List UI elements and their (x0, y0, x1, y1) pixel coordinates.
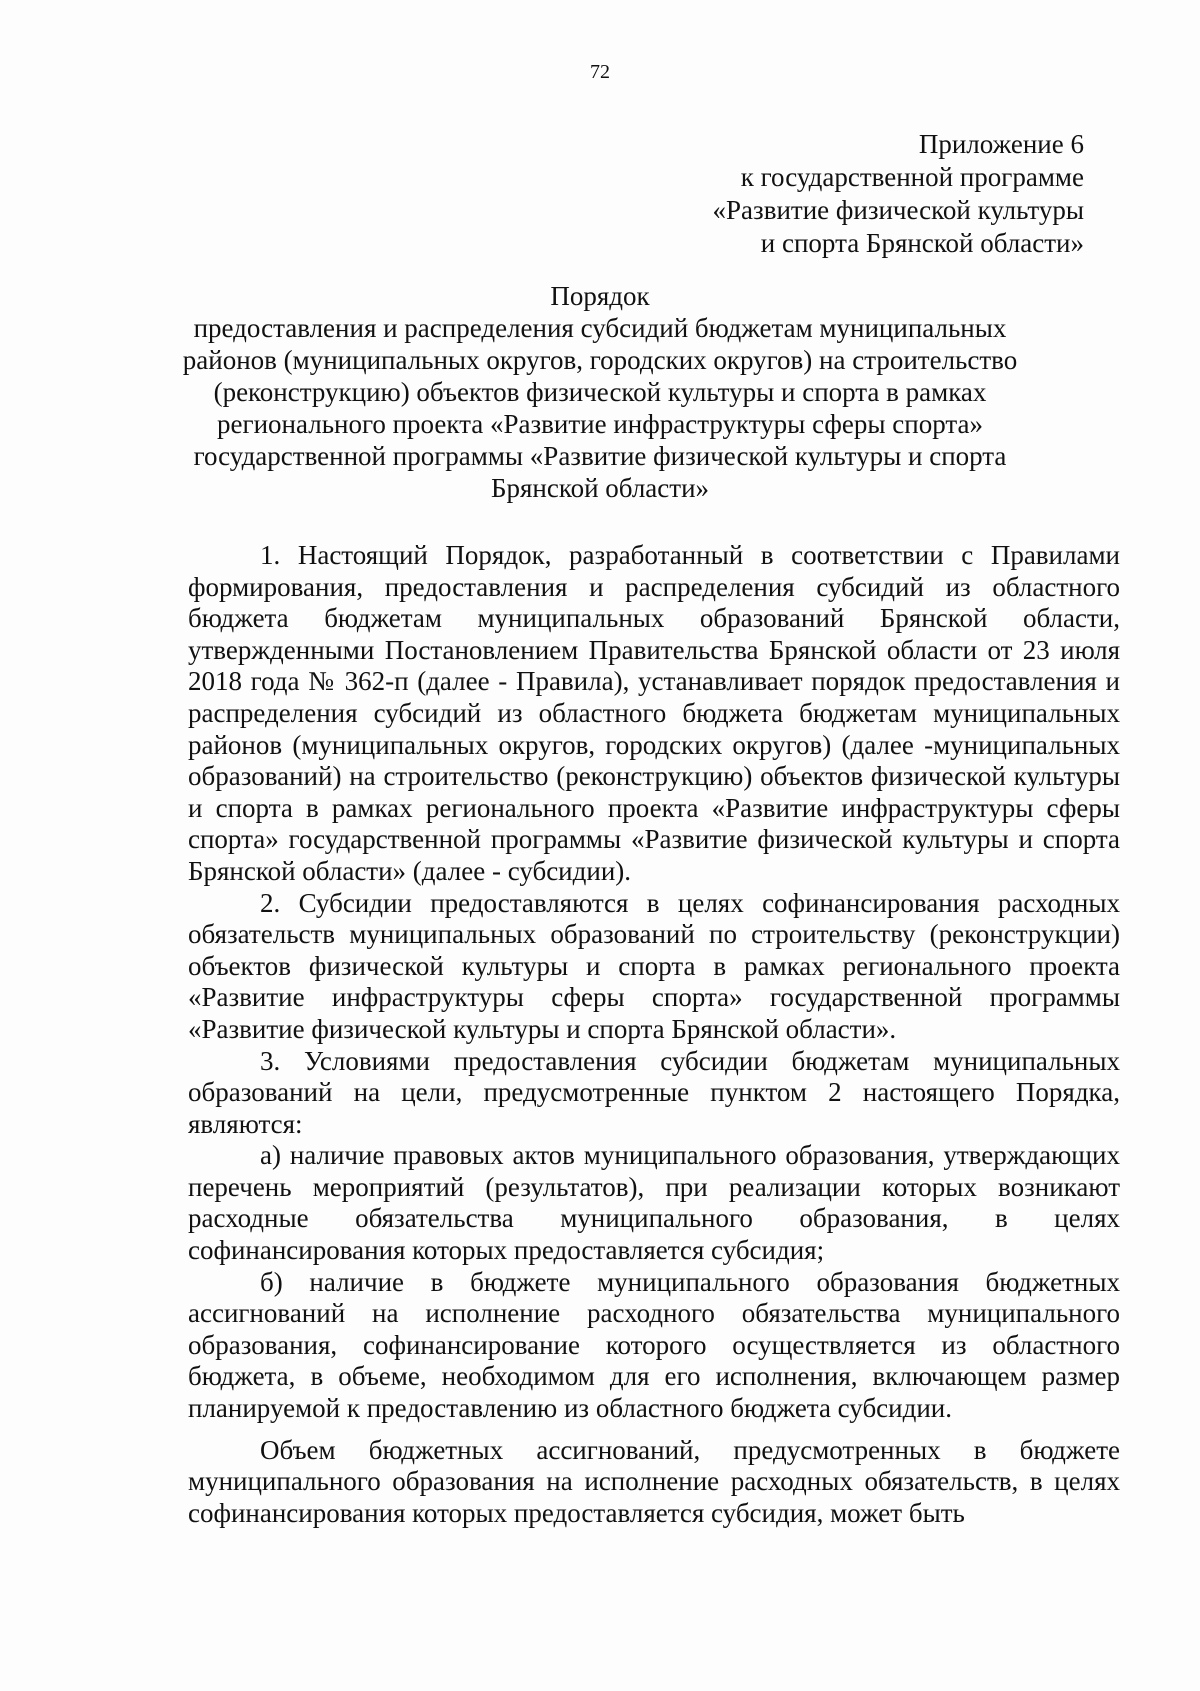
paragraph-4: Объем бюджетных ассигнований, предусмотренных в бюджете муниципального образования на исполнение расходных обязательств, в целях софинансирования которых предоставляется субсидия, может быть (188, 1434, 1120, 1528)
title-line: Брянской области» (490, 473, 710, 503)
appendix-line: «Развитие физической культуры (712, 195, 1084, 225)
title-heading: Порядок (550, 281, 650, 311)
paragraph-2: 2. Субсидии предоставляются в целях софинансирования расходных обязательств муниципальных образований по строительству (реконструкции) объектов физической культуры и спорта в рамках регионального проекта «Развитие инфраструктуры сферы спорта» государственной программы «Развитие физической культуры и спорта Брянской области». (188, 887, 1120, 1044)
title-line: регионального проекта «Развитие инфраструктуры сферы спорта» (217, 409, 983, 439)
appendix-line: и спорта Брянской области» (760, 228, 1084, 258)
paragraph-1: 1. Настоящий Порядок, разработанный в соответствии с Правилами формирования, предоставления и распределения субсидий из областного бюджета бюджетам муниципальных образований Брянской области, утвержденными Постановлением Правительства Брянской области от 23 июля 2018 года № 362-п (далее - Правила), устанавливает порядок предоставления и распределения субсидий из областного бюджета бюджетам муниципальных районов (муниципальных округов, городских округов) (далее -муниципальных образований) на строительство (реконструкцию) объектов физической культуры и спорта в рамках регионального проекта «Развитие инфраструктуры сферы спорта» государственной программы «Развитие физической культуры и спорта Брянской области» (далее - субсидии). (188, 540, 1120, 886)
document-body (188, 540, 1120, 1529)
appendix-line: Приложение 6 (918, 129, 1084, 159)
page-number: 72 (590, 61, 610, 83)
title-line: государственной программы «Развитие физической культуры и спорта (193, 441, 1007, 471)
document-title (150, 280, 1050, 504)
paragraph-3a: а) наличие правовых актов муниципального образования, утверждающих перечень мероприятий (результатов), при реализации которых возникают расходные обязательства муниципального образования, в целях софинансирования которых предоставляется субсидия; (188, 1140, 1120, 1266)
title-line: районов (муниципальных округов, городских округов) на строительство (182, 345, 1018, 375)
appendix-header (713, 128, 1084, 260)
title-line: предоставления и распределения субсидий бюджетам муниципальных (193, 313, 1007, 343)
title-line: (реконструкцию) объектов физической культуры и спорта в рамках (213, 377, 987, 407)
paragraph-3: 3. Условиями предоставления субсидии бюджетам муниципальных образований на цели, предусмотренные пунктом 2 настоящего Порядка, являются: (188, 1045, 1120, 1139)
appendix-line: к государственной программе (740, 162, 1084, 192)
paragraph-3b: б) наличие в бюджете муниципального образования бюджетных ассигнований на исполнение расходного обязательства муниципального образования, софинансирование которого осуществляется из областного бюджета, в объеме, необходимом для его исполнения, включающем размер планируемой к предоставлению из областного бюджета субсидии. (188, 1266, 1120, 1424)
